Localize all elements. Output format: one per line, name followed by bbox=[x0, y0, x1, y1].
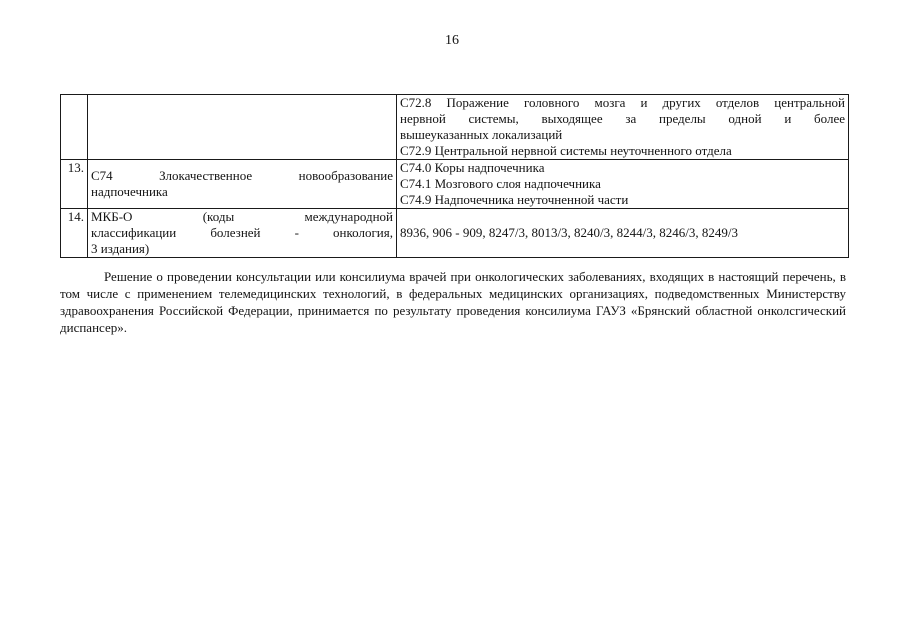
name-line: классификации болезней - онкология, bbox=[91, 225, 393, 240]
decision-paragraph: Решение о проведении консультации или консилиума врачей при онкологических заболеваниях, входящих в настоящий перечень, в том числе с применением телемедицинских технологий, в федеральных медицинских организациях, подведомственных Министерству здравоохранения Российской Федерации, принимается по результату проведения консилиума ГАУЗ «Брянский областной онколсгический диспансер». bbox=[60, 269, 846, 335]
code-line: вышеуказанных локализаций bbox=[400, 127, 563, 142]
table-row bbox=[61, 160, 849, 209]
row-name-cell bbox=[88, 209, 397, 258]
code-line: C74.9 Надпочечника неуточненной части bbox=[400, 192, 629, 207]
name-line: 3 издания) bbox=[91, 241, 150, 256]
table-row bbox=[61, 209, 849, 258]
code-line: нервной системы, выходящее за пределы одной и более bbox=[400, 111, 845, 126]
name-line: C74 Злокачественное новообразование bbox=[91, 168, 393, 183]
code-line: C74.1 Мозгового слоя надпочечника bbox=[400, 176, 601, 191]
name-line: МКБ-О (коды международной bbox=[91, 209, 393, 224]
row-number bbox=[61, 95, 88, 160]
name-line: надпочечника bbox=[91, 184, 168, 199]
code-line: C72.9 Центральной нервной системы неуточненного отдела bbox=[400, 143, 732, 158]
table-row bbox=[61, 95, 849, 160]
row-name-cell bbox=[88, 160, 397, 209]
row-name-cell bbox=[88, 95, 397, 160]
row-codes-cell bbox=[397, 95, 849, 160]
row-codes-cell bbox=[397, 160, 849, 209]
code-line: 8936, 906 - 909, 8247/3, 8013/3, 8240/3, 8244/3, 8246/3, 8249/3 bbox=[400, 225, 738, 240]
row-number: 13. bbox=[61, 160, 88, 209]
code-line: C74.0 Коры надпочечника bbox=[400, 160, 545, 175]
diagnosis-table bbox=[60, 94, 849, 258]
code-line: C72.8 Поражение головного мозга и других отделов центральной bbox=[400, 95, 845, 110]
page-number: 16 bbox=[445, 33, 459, 48]
row-number: 14. bbox=[61, 209, 88, 258]
row-codes-cell bbox=[397, 209, 849, 258]
